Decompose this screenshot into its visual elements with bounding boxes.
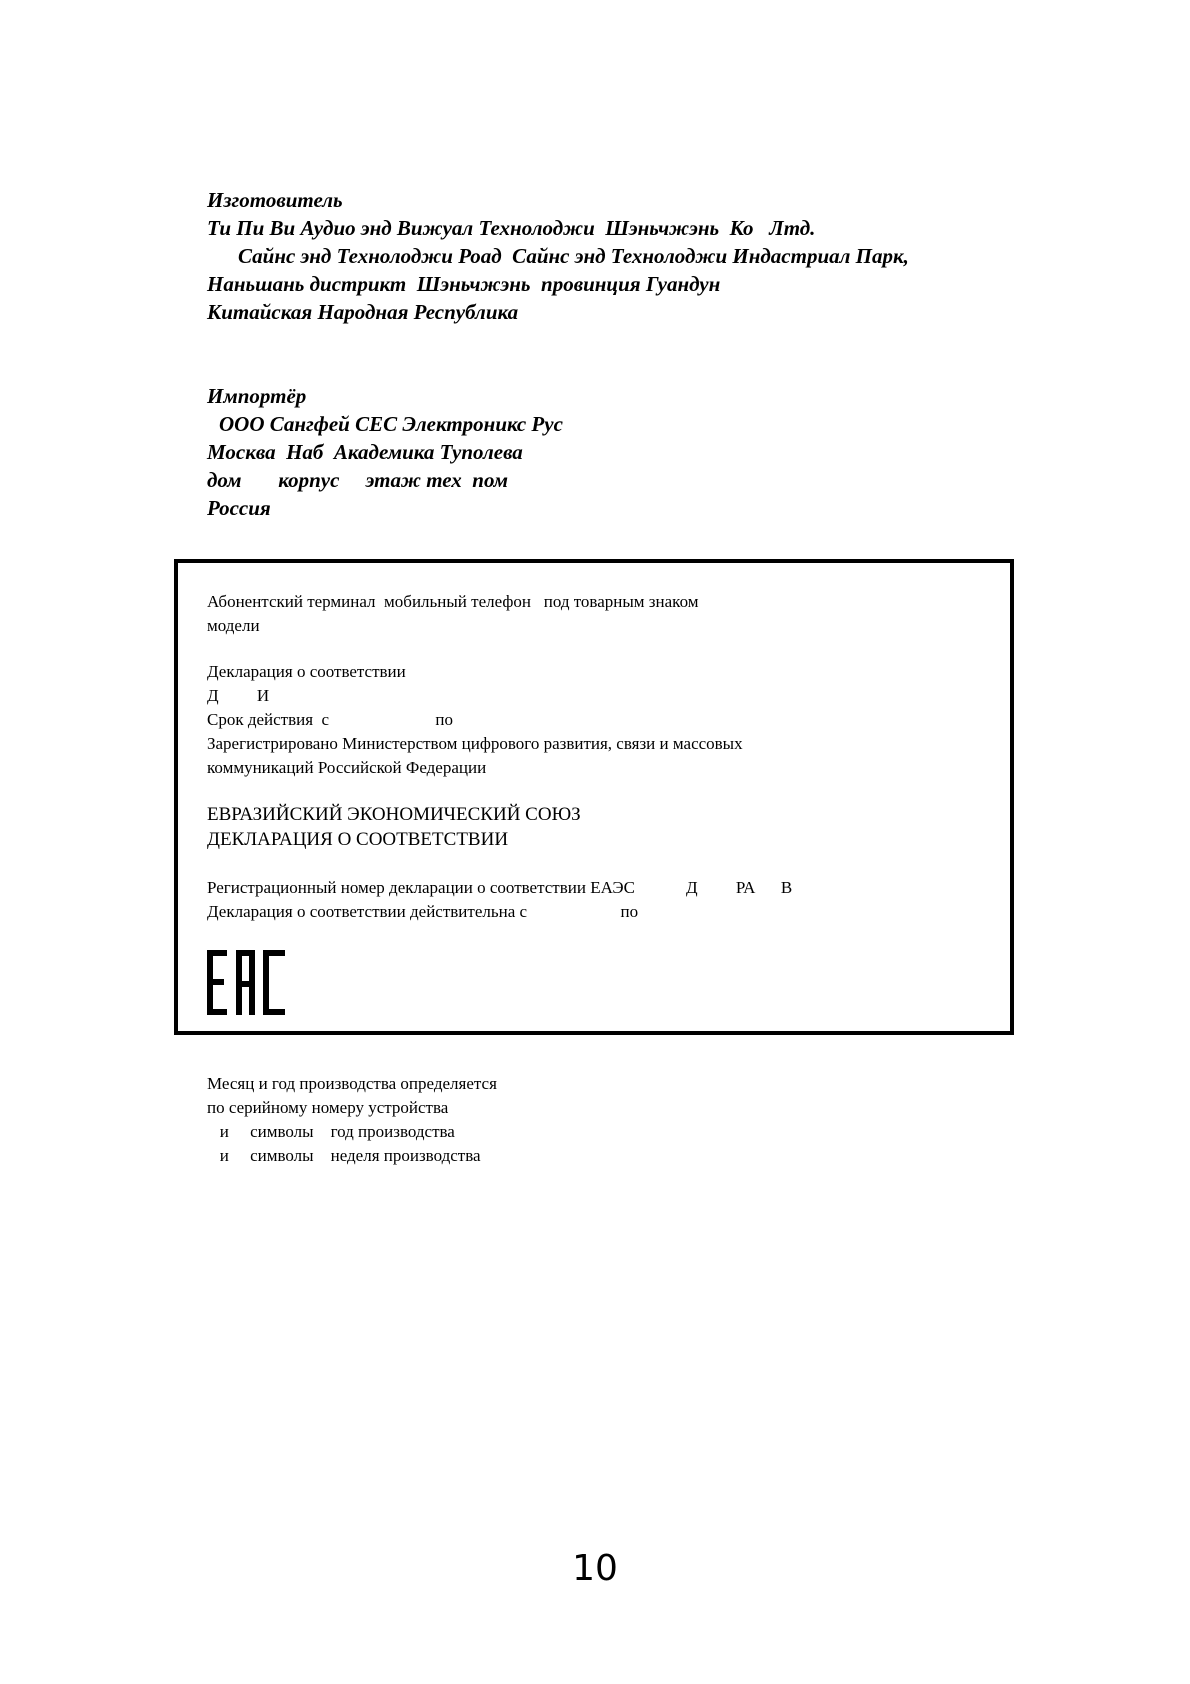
eaeu-declaration-title: ДЕКЛАРАЦИЯ О СООТВЕТСТВИИ [207,829,509,850]
declaration-box [174,559,1014,1035]
product-description: Абонентский терминал мобильный телефон под товарным знаком [207,592,699,611]
importer-address-line: дом корпус этаж тех пом [207,468,509,492]
production-info-line: по серийному номеру устройства [207,1098,449,1117]
declaration-number: Д И [207,686,270,705]
importer-country: Россия [207,496,271,520]
manufacturer-country: Китайская Народная Республика [207,300,519,324]
declaration-title: Декларация о соответствии [207,662,406,681]
importer-address-line: Москва Наб Академика Туполева [207,440,523,464]
production-info-line: Месяц и год производства определяется [207,1074,497,1093]
eaeu-union-title: ЕВРАЗИЙСКИЙ ЭКОНОМИЧЕСКИЙ СОЮЗ [207,804,581,825]
manufacturer-address-line: Сайнс энд Технолоджи Роад Сайнс энд Технолоджи Индастриал Парк, [238,244,909,268]
registration-note: Зарегистрировано Министерством цифрового развития, связи и массовых [207,734,743,753]
eaeu-validity: Декларация о соответствии действительна с по [207,902,639,921]
importer-heading: Импортёр [207,384,307,408]
product-model: модели [207,616,260,635]
eaeu-registration-number: Регистрационный номер декларации о соответствии ЕАЭС Д РА В [207,878,793,897]
declaration-validity: Срок действия с по [207,710,453,729]
importer-name: ООО Сангфей СЕС Электроникс Рус [219,412,563,436]
production-year-symbols: и символы год производства [207,1122,455,1141]
manufacturer-heading: Изготовитель [207,188,343,212]
eac-mark-icon [207,950,285,1015]
registration-note: коммуникаций Российской Федерации [207,758,487,777]
production-week-symbols: и символы неделя производства [207,1146,481,1165]
manufacturer-name: Ти Пи Ви Аудио энд Вижуал Технолоджи Шэньчжэнь Ко Лтд. [207,216,816,240]
manufacturer-address-line: Наньшань дистрикт Шэньчжэнь провинция Гуандун [207,272,721,296]
page-number: 10 [572,1548,618,1589]
